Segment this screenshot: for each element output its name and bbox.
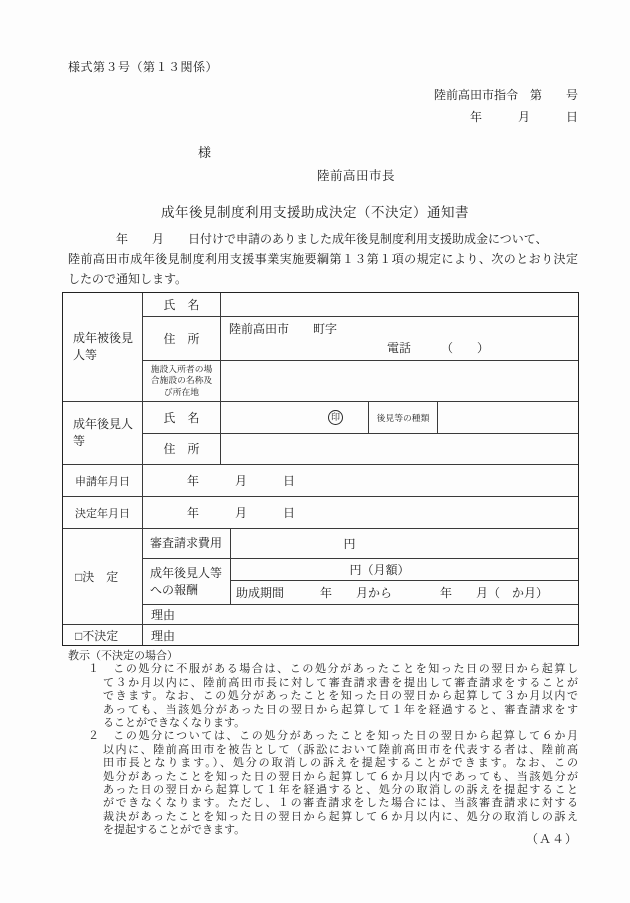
kyoji-line: あっても、当該処分があった日の翌日から起算して１年を経過すると、審査請求をす [103,703,578,716]
remuneration-unit: 円（月額） [349,563,410,578]
grant-period: 助成期間 年 月から 年 月（ か月） [231,580,578,604]
kyoji-line: ２ この処分については、この処分があったことを知った日の翌日から起算して６か月 [88,730,578,743]
guardianship-type-label: 後見等の種類 [368,402,438,433]
ward-group-label: 成年被後見人等 [63,293,143,401]
ward-phone: 電話 （ ） [387,341,490,355]
remuneration-label [143,559,231,604]
intro-paragraph [68,229,578,289]
guardianship-type-field [438,402,578,433]
intro-line: 年 月 日付けで申請のありました成年後見制度利用支援助成金について、 [68,232,548,246]
remuneration-row [143,558,578,604]
facility-field [221,361,578,401]
facility-label: 施設入所者の場合施設の名称及び所在地 [143,361,221,401]
non-decision-checkbox[interactable]: □不決定 [63,625,143,645]
reason-label: 理由 [151,628,176,643]
kyoji-line: 田市長となります。）、処分の取消しの訴えを提起することができます。なお、この [103,757,578,770]
issue-date: 年 月 日 [469,110,578,124]
decision-section [63,528,578,624]
decision-date-row [63,496,578,528]
kyoji-line: ができなくなります。ただし、１の審査請求をした場合には、当該審査請求に対する [103,797,578,810]
directive-number: 陸前高田市指令 第 号 [433,88,578,102]
seal-stamp-icon: 印 [328,410,343,425]
kyoji-instructions [68,650,578,838]
decision-checkbox[interactable]: □決 定 [63,529,143,624]
address-label: 住 所 [143,434,221,465]
guardian-address-row [143,433,578,465]
exam-cost-unit: 円 [343,537,356,552]
sender-title: 陸前高田市長 [317,169,396,183]
guardian-name-row [143,402,578,433]
kyoji-line: あった日の翌日から起算して１年を経過すると、処分の取消しの訴えを提起すること [103,784,578,797]
paper-size-label: （Ａ４） [525,832,578,846]
decision-reason-row [143,604,578,624]
document-title: 成年後見制度利用支援助成決定（不決定）通知書 [161,205,469,220]
remuneration-label-line: への報酬 [150,582,199,597]
intro-line: 陸前高田市成年後見制度利用支援事業実施要綱第１３第１項の規定により、次のとおり決定 [68,252,578,266]
intro-line: したので通知します。 [68,272,188,286]
kyoji-line: １ この処分に不服がある場合は、この処分があったことを知った日の翌日から起算し [88,663,578,676]
form-number: 様式第３号（第１３関係） [68,60,219,74]
name-label: 氏 名 [143,293,221,316]
decision-date-label: 決定年月日 [63,497,143,528]
ward-section [63,293,578,401]
decision-date-value: 年 月 日 [151,506,296,520]
ward-name-field [221,293,578,316]
application-date-label: 申請年月日 [63,465,143,496]
ward-name-row [143,293,578,316]
kyoji-line: 処分があったことを知った日の翌日から起算して６か月以内であっても、当該処分が [103,770,578,783]
kyoji-line: できます。なお、この処分があったことを知った日の翌日から起算して３か月以内で [103,690,578,703]
addressee-honorific: 様 [198,145,212,160]
non-decision-section [63,624,578,645]
ward-address-field [221,317,578,360]
kyoji-line: て３か月以内に、陸前高田市長に対して審査請求書を提出して審査請求をすることが [103,676,578,689]
ward-address-city: 陸前高田市 町字 [229,322,338,336]
decision-table [62,292,579,646]
remuneration-label-line: 成年後見人等 [150,565,223,580]
application-date-row [63,464,578,496]
application-date-value: 年 月 日 [151,474,296,488]
kyoji-line: を提起することができます。 [103,824,246,837]
kyoji-line: 裁決があったことを知った日の翌日から起算して６か月以内に、処分の取消しの訴え [103,810,578,823]
guardian-name-field [221,402,368,433]
exam-cost-row [143,529,578,558]
kyoji-heading: 教示（不決定の場合） [68,650,178,662]
name-label: 氏 名 [143,402,221,433]
guardian-section [63,401,578,464]
ward-address-row [143,316,578,360]
ward-facility-row [143,360,578,401]
kyoji-line: 以内に、陸前高田市を被告として（訴訟において陸前高田市を代表する者は、陸前高 [103,743,578,756]
guardian-group-label: 成年後見人等 [63,402,143,464]
reason-label: 理由 [151,608,176,623]
exam-cost-label: 審査請求費用 [143,529,231,558]
address-label: 住 所 [143,317,221,360]
kyoji-line: ることができなくなります。 [103,717,246,730]
header-right-block [68,84,578,128]
guardian-address-field [221,434,578,465]
